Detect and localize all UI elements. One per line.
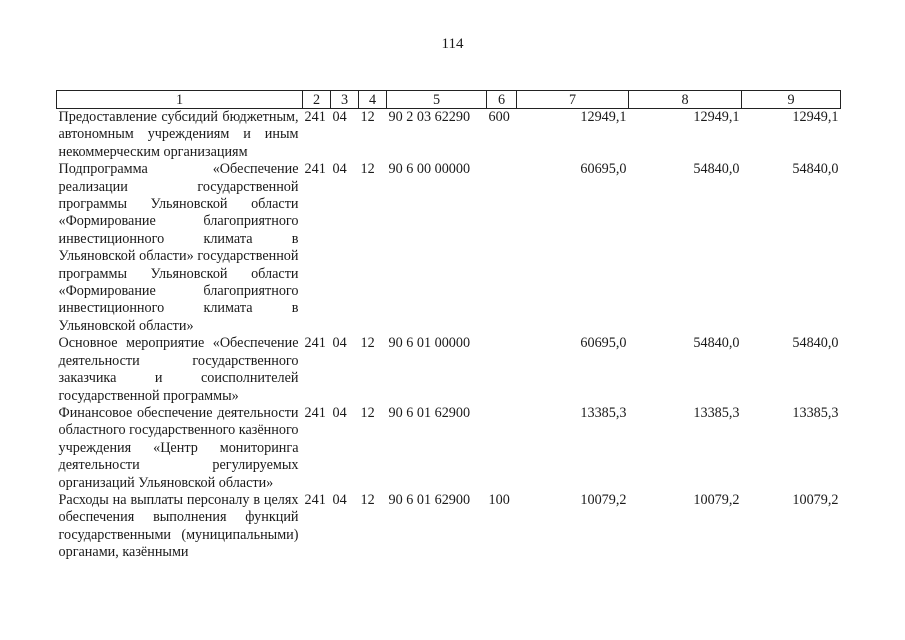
- cell-section: 04: [332, 491, 347, 508]
- cell-expense-type: [487, 335, 517, 405]
- header-row: [57, 91, 841, 109]
- column-header: 8: [629, 91, 742, 109]
- cell-section: 04: [332, 109, 347, 125]
- row-name: Расходы на выплаты персоналу в целях обеспечения выполнения функций государственными (муниципальными) органами, казёнными: [58, 491, 299, 561]
- row-name: Подпрограмма «Обеспечение реализации государственной программы Ульяновской области «Формирование благоприятного инвестиционного климата в Ульяновской области» государственной программы Ульяновской области «Формирование благоприятного инвестиционного климата в Ульяновской области»: [58, 161, 299, 334]
- cell-section: 04: [332, 161, 347, 178]
- table-row: [57, 405, 841, 492]
- column-header: 1: [57, 91, 303, 109]
- cell-expense-type: 600: [488, 109, 510, 125]
- table-row: [57, 109, 841, 162]
- table-row: [57, 492, 841, 562]
- cell-subsection: 12: [360, 404, 375, 421]
- budget-table: [56, 90, 841, 562]
- column-header: 2: [303, 91, 331, 109]
- cell-amount-2: 54840,0: [693, 335, 740, 352]
- column-header: 4: [359, 91, 387, 109]
- cell-expense-type: [487, 405, 517, 492]
- cell-amount-1: 12949,1: [580, 109, 627, 125]
- cell-expense-type: [487, 161, 517, 335]
- cell-amount-2: 12949,1: [693, 109, 740, 125]
- cell-ministry: 241: [304, 335, 326, 352]
- cell-amount-2: 54840,0: [693, 161, 740, 178]
- cell-target-article: 90 2 03 62290: [388, 109, 471, 125]
- row-name: Финансовое обеспечение деятельности областного государственного казённого учреждения «Центр мониторинга деятельности регулируемых организаций Ульяновской области»: [58, 404, 299, 491]
- cell-amount-3: 54840,0: [792, 161, 839, 178]
- cell-target-article: 90 6 01 00000: [388, 335, 471, 352]
- cell-target-article: 90 6 01 62900: [388, 491, 471, 508]
- cell-amount-1: 13385,3: [580, 404, 627, 421]
- column-header: 9: [742, 91, 841, 109]
- cell-amount-2: 10079,2: [693, 491, 740, 508]
- cell-amount-1: 60695,0: [580, 335, 627, 352]
- column-header: 7: [517, 91, 629, 109]
- cell-subsection: 12: [360, 109, 375, 125]
- cell-section: 04: [332, 404, 347, 421]
- table-row: [57, 335, 841, 405]
- row-name: Основное мероприятие «Обеспечение деятельности государственного заказчика и соисполнителей государственной программы»: [58, 335, 299, 404]
- cell-amount-3: 12949,1: [792, 109, 839, 125]
- cell-amount-1: 10079,2: [580, 491, 627, 508]
- column-header: 5: [387, 91, 487, 109]
- cell-target-article: 90 6 00 00000: [388, 161, 471, 178]
- cell-amount-2: 13385,3: [693, 404, 740, 421]
- table-row: [57, 161, 841, 335]
- page-number: 114: [441, 36, 464, 52]
- cell-amount-3: 10079,2: [792, 491, 839, 508]
- column-header: 6: [487, 91, 517, 109]
- cell-expense-type: 100: [488, 491, 510, 508]
- cell-section: 04: [332, 335, 347, 352]
- cell-amount-3: 13385,3: [792, 404, 839, 421]
- cell-subsection: 12: [360, 491, 375, 508]
- cell-target-article: 90 6 01 62900: [388, 404, 471, 421]
- row-name: Предоставление субсидий бюджетным, автономным учреждениям и иным некоммерческим организациям: [58, 109, 299, 160]
- cell-ministry: 241: [304, 109, 326, 125]
- column-header: 3: [331, 91, 359, 109]
- cell-subsection: 12: [360, 161, 375, 178]
- cell-ministry: 241: [304, 404, 326, 421]
- cell-amount-3: 54840,0: [792, 335, 839, 352]
- cell-ministry: 241: [304, 161, 326, 178]
- cell-ministry: 241: [304, 491, 326, 508]
- cell-subsection: 12: [360, 335, 375, 352]
- cell-amount-1: 60695,0: [580, 161, 627, 178]
